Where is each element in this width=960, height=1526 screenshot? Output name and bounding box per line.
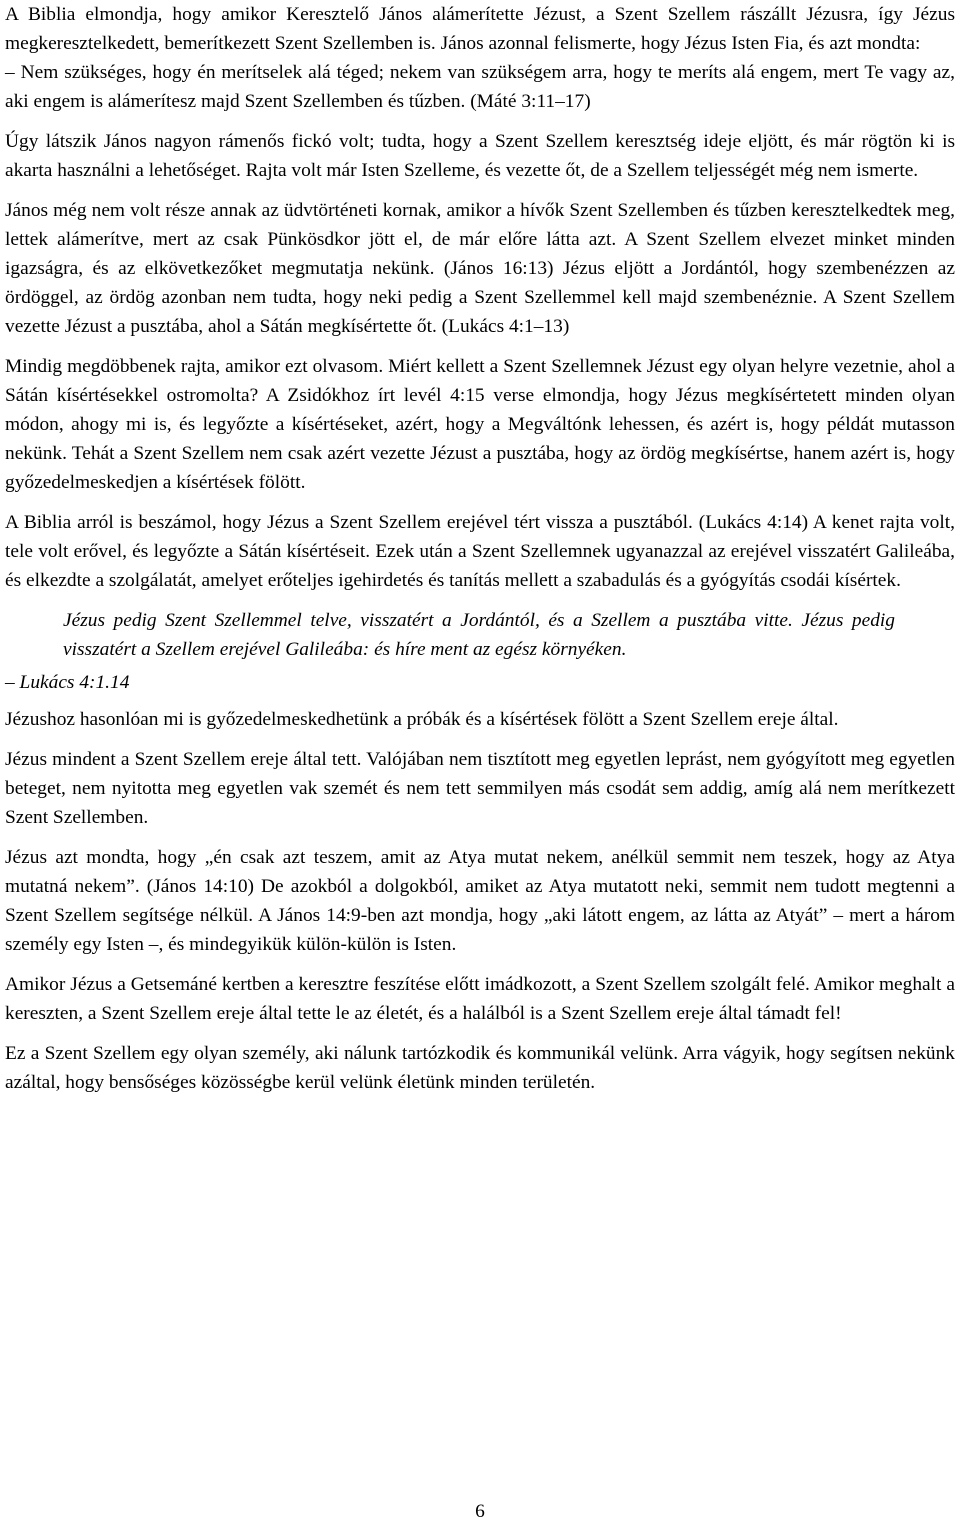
paragraph-1: A Biblia elmondja, hogy amikor Keresztelő János alámerítette Jézust, a Szent Szellem rászállt Jézusra, így Jézus megkeresztelkedett, bemerítkezett Szent Szellemben is. János azonnal felismerte, hogy Jézus Isten Fia, és azt mondta: — [5, 4, 955, 54]
paragraph-5: Mindig megdöbbenek rajta, amikor ezt olvasom. Miért kellett a Szent Szellemnek Jézust egy olyan helyre vezetnie, ahol a Sátán kísértésekkel ostromolta? A Zsidókhoz írt levél 4:15 verse elmondja, hogy Jézus megkísértetett minden olyan módon, ahogy mi is, és legyőzte a kísértéseket, azért, hogy a Megváltónk lehessen, és azért is, hogy példát mutasson nekünk. Tehát a Szent Szellem nem csak azért vezette Jézust a pusztába, hogy az ördög megkísértse, hanem azért is, hogy győzedelmeskedjen a kísértések fölött. — [5, 356, 955, 493]
page-content — [5, 0, 955, 1108]
paragraph-8: Jézus mindent a Szent Szellem ereje által tett. Valójában nem tisztított meg egyetlen leprást, nem gyógyított meg egyetlen beteget, nem nyitotta meg egyetlen vak szemét és nem tett semmilyen más csodát sem addig, amíg alá nem merítkezett Szent Szellemben. — [5, 749, 955, 828]
bible-quote: Jézus pedig Szent Szellemmel telve, visszatért a Jordántól, és a Szellem a pusztába vitte. Jézus pedig visszatért a Szellem erejével Galileába: és híre ment az egész környéken. — [63, 610, 895, 660]
page-number: 6 — [475, 1501, 485, 1522]
paragraph-11: Ez a Szent Szellem egy olyan személy, aki nálunk tartózkodik és kommunikál velünk. Arra vágyik, hogy segítsen nekünk azáltal, hogy bensőséges közösségbe kerül velünk életünk minden területén. — [5, 1043, 955, 1093]
bible-quote-source: – Lukács 4:1.14 — [5, 672, 130, 693]
paragraph-10: Amikor Jézus a Getsemáné kertben a keresztre feszítése előtt imádkozott, a Szent Szellem szolgált felé. Amikor meghalt a kereszten, a Szent Szellem ereje által tette le az életét, és a halálból is a Szent Szellem ereje által támadt fel! — [5, 974, 955, 1024]
paragraph-7: Jézushoz hasonlóan mi is győzedelmeskedhetünk a próbák és a kísértések fölött a Szent Szellem ereje által. — [5, 709, 839, 730]
paragraph-6: A Biblia arról is beszámol, hogy Jézus a Szent Szellem erejével tért vissza a pusztából. (Lukács 4:14) A kenet rajta volt, tele volt erővel, és legyőzte a Sátán kísértéseit. Ezek után a Szent Szellemnek ugyanazzal az erejével visszatért Galileába, és elkezdte a szolgálatát, amelyet erőteljes igehirdetés és tanítás mellett a szabadulás és a gyógyítás csodái kísértek. — [5, 512, 955, 591]
paragraph-4: János még nem volt része annak az üdvtörténeti kornak, amikor a hívők Szent Szellemben és tűzben keresztelkedtek meg, lettek alámerítve, mert az csak Pünkösdkor jött el, de már előre látta azt. A Szent Szellem elvezet minket minden igazságra, és az elkövetkezőket megmutatja nekünk. (János 16:13) Jézus eljött a Jordántól, hogy szembenézzen az ördöggel, az ördög azonban nem tudta, hogy neki pedig a Szent Szellemmel kell majd szembenéznie. A Szent Szellem vezette Jézust a pusztába, ahol a Sátán megkísértette őt. (Lukács 4:1–13) — [5, 200, 955, 337]
paragraph-9: Jézus azt mondta, hogy „én csak azt teszem, amit az Atya mutat nekem, anélkül semmit nem teszek, hogy az Atya mutatná nekem”. (János 14:10) De azokból a dolgokból, amiket az Atya mutatott neki, semmit nem tudott megtenni a Szent Szellem segítsége nélkül. A János 14:9-ben azt mondja, hogy „aki látott engem, az látta az Atyát” – mert a három személy egy Isten –, és mindegyikük külön-külön is Isten. — [5, 847, 955, 955]
paragraph-3: Úgy látszik János nagyon rámenős fickó volt; tudta, hogy a Szent Szellem keresztség ideje eljött, és már rögtön ki is akarta használni a lehetőséget. Rajta volt már Isten Szelleme, és vezette őt, de a Szellem teljességét még nem ismerte. — [5, 131, 955, 181]
paragraph-2: – Nem szükséges, hogy én merítselek alá téged; nekem van szükségem arra, hogy te meríts alá engem, mert Te vagy az, aki engem is alámerítesz majd Szent Szellemben és tűzben. (Máté 3:11–17) — [5, 62, 955, 112]
